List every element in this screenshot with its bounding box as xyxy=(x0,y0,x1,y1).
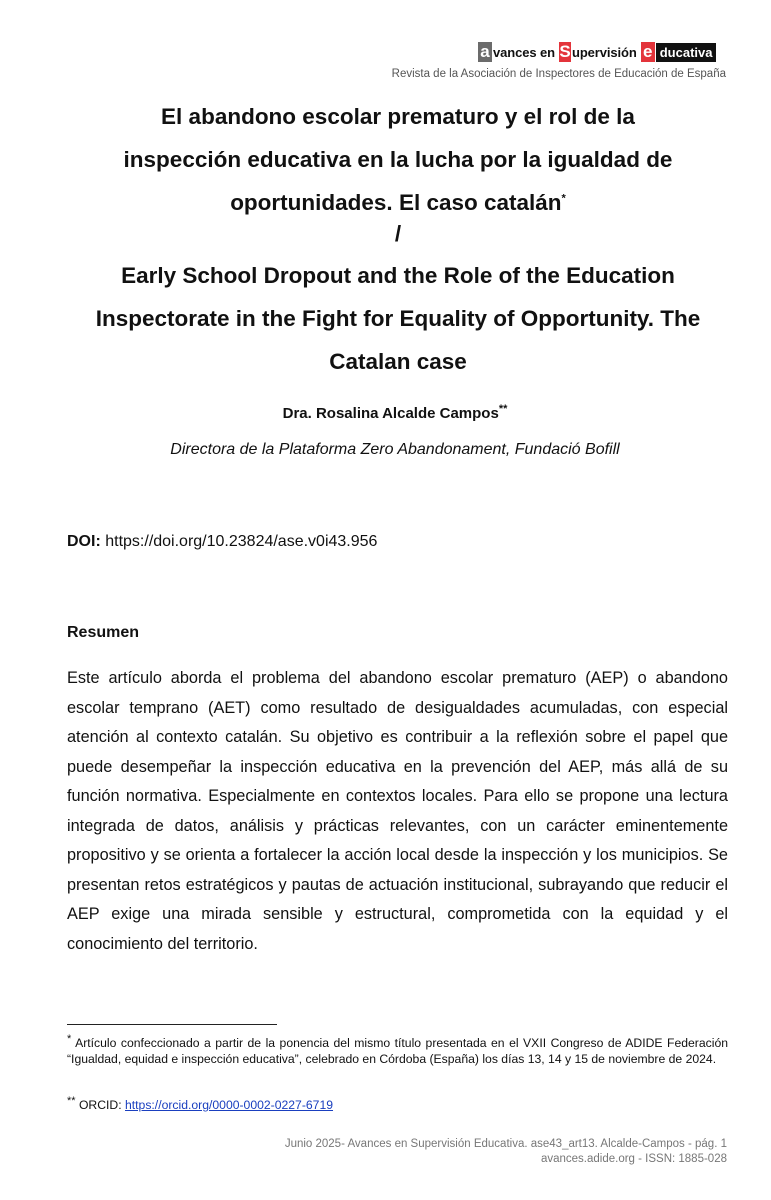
logo-letter-a: a xyxy=(478,42,492,62)
footnote-divider xyxy=(67,1024,277,1025)
logo-word-educativa: ducativa xyxy=(656,43,717,62)
title-footnote-marker: * xyxy=(561,192,566,205)
title-en-line-1: Early School Dropout and the Role of the Education xyxy=(121,263,675,288)
logo-letter-s: S xyxy=(559,42,571,61)
page-footer xyxy=(285,1137,727,1167)
doi-line xyxy=(67,533,377,551)
footnote-1-marker: * xyxy=(67,1032,72,1045)
title-es-line-3: oportunidades. El caso catalán* xyxy=(230,190,566,215)
orcid-link[interactable]: https://orcid.org/0000-0002-0227-6719 xyxy=(125,1098,334,1112)
author-affiliation: Directora de la Plataforma Zero Abandonament, Fundació Bofill xyxy=(170,441,620,458)
title-separator: / xyxy=(394,221,402,246)
abstract-text: Este artículo aborda el problema del abandono escolar prematuro (AEP) o abandono escolar temprano (AET) como resultado de desigualdades acumuladas, con especial atención al contexto catalán. Su objetivo es contribuir a la reflexión sobre el papel que puede desempeñar la inspección educativa en la prevención del AEP, más allá de su función normativa. Especialmente en contextos locales. Para ello se propone una lectura integrada de datos, análisis y prácticas relevantes, con un carácter eminentemente propositivo y se orienta a fortalecer la acción local desde la inspección y los municipios. Se presentan retos estratégicos y pautas de actuación institucional, subrayando que reducir el AEP exige una mirada sensible y estructural, comprometida con la equidad y el conocimiento del territorio. xyxy=(67,669,728,953)
logo-word-avances: vances en xyxy=(493,44,555,60)
title-en-line-2: Inspectorate in the Fight for Equality of Opportunity. The xyxy=(95,306,701,331)
footnote-2: ** ORCID: https://orcid.org/0000-0002-0227-6719 xyxy=(67,1094,334,1112)
doi-value: https://doi.org/10.23824/ase.v0i43.956 xyxy=(105,533,378,550)
journal-logo xyxy=(478,40,726,64)
title-es-line-2: inspección educativa en la lucha por la igualdad de xyxy=(123,147,673,172)
title-es-line-1: El abandono escolar prematuro y el rol de la xyxy=(161,104,635,129)
footer-issn: avances.adide.org - ISSN: 1885-028 xyxy=(540,1153,727,1165)
footnote-2-marker: ** xyxy=(67,1094,76,1107)
author-name: Dra. Rosalina Alcalde Campos** xyxy=(282,403,508,422)
footer-citation: Junio 2025- Avances en Supervisión Educativa. ase43_art13. Alcalde-Campos - pág. 1 xyxy=(284,1138,727,1150)
doi-label: DOI: xyxy=(67,533,101,550)
logo-letter-e: e xyxy=(641,42,655,62)
logo-word-supervision: upervisión xyxy=(571,44,637,60)
title-spanish xyxy=(60,95,736,224)
author-footnote-marker: ** xyxy=(498,403,508,415)
footnote-1: * Artículo confeccionado a partir de la ponencia del mismo título presentada en el VXII Congreso de ADIDE Federación “Igualdad, equidad e inspección educativa”, celebrado en Córdoba (España) los días 13, 14 y 15 de noviembre de 2024. xyxy=(67,1032,728,1066)
title-english xyxy=(60,254,736,383)
title-en-line-3: Catalan case xyxy=(329,349,467,374)
journal-subtitle: Revista de la Asociación de Inspectores de Educación de España xyxy=(391,68,726,80)
abstract-heading: Resumen xyxy=(67,624,140,641)
